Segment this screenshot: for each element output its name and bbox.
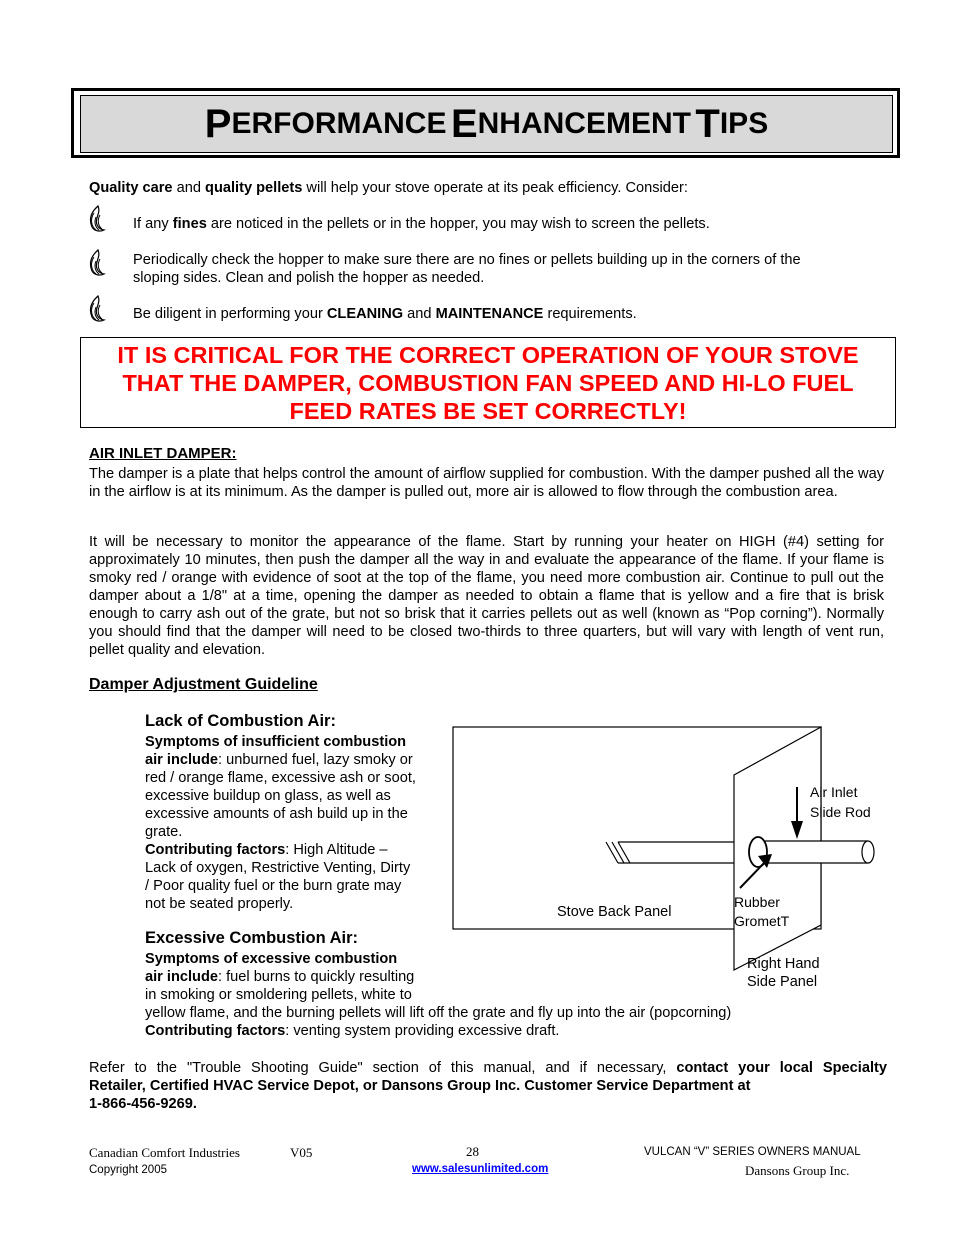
footer-website-link[interactable]: www.salesunlimited.com bbox=[412, 1163, 549, 1175]
air-inlet-heading: AIR INLET DAMPER: bbox=[89, 445, 237, 462]
label-air-inlet: Air Inlet bbox=[810, 784, 858, 800]
intro-text: Quality care and quality pellets will help your stove operate at its peak efficiency. Consider: bbox=[89, 180, 688, 196]
damper-diagram bbox=[440, 715, 890, 1000]
air-inlet-para2: It will be necessary to monitor the appearance of the flame. Start by running your heater on HIGH (#4) setting for approximately 10 minutes, then push the damper all the way in and evaluate the appearance of the flame. If your flame is smoky red / orange with evidence of soot at the top of the flame, you need more combustion air. Continue to pull out the damper about a 1/8" at a time, opening the damper as needed to obtain a flame that is yellow and a fire that is brisk enough to carry ash out of the grate, but not so brisk that it carries pellets out as well (known as “Pop corning”). Normally you should find that the damper will need to be closed two-thirds to three quarters, but will vary with length of vent run, pellet quality and elevation. bbox=[89, 534, 884, 658]
footer-company: Canadian Comfort Industries bbox=[89, 1145, 240, 1160]
air-inlet-para1: The damper is a plate that helps control the amount of airflow supplied for combustion. With the damper pushed all the way in the airflow is at its minimum. As the damper is pulled out, more air is allowed to flow through the combustion area. bbox=[89, 466, 884, 500]
label-side-panel: Side Panel bbox=[747, 974, 818, 990]
bullet-hopper: Periodically check the hopper to make sure there are no fines or pellets building up in the corners of the sloping sides. Clean and polish the hopper as needed. bbox=[133, 252, 801, 286]
refer-paragraph: Refer to the "Trouble Shooting Guide" section of this manual, and if necessary, contact your local Specialty Retailer, Certified HVAC Service Depot, or Dansons Group Inc. Customer Service Department at 1-866-456-9269. bbox=[89, 1060, 887, 1112]
bullet-cleaning: Be diligent in performing your CLEANING and MAINTENANCE requirements. bbox=[133, 306, 637, 322]
flame-bullet-icon bbox=[86, 205, 106, 233]
excess-air-title: Excessive Combustion Air: bbox=[145, 929, 359, 947]
damper-guideline-heading: Damper Adjustment Guideline bbox=[89, 676, 318, 693]
label-slide-rod: Slide Rod bbox=[810, 804, 871, 820]
slide-rod-end bbox=[862, 841, 874, 863]
critical-warning-box: IT IS CRITICAL FOR THE CORRECT OPERATION OF YOUR STOVE THAT THE DAMPER, COMBUSTION FAN SPEED AND HI-LO FUEL FEED RATES BE SET CORRECTLY! bbox=[80, 337, 896, 428]
excess-air-text: Symptoms of excessive combustion air include: fuel burns to quickly resulting in smoking or smoldering pellets, white to yellow flame, and the burning pellets will lift off the grate and fly up into the air (popcorning) Contributing factors: venting system providing excessive draft. bbox=[145, 951, 732, 1039]
flame-bullet-icon bbox=[86, 249, 106, 277]
footer-copyright: Copyright 2005 bbox=[89, 1164, 167, 1176]
page-title: P ERFORMANCE E NHANCEMENT T IPS bbox=[80, 95, 893, 153]
bullet-fines: If any fines are noticed in the pellets or in the hopper, you may wish to screen the pellets. bbox=[133, 216, 710, 232]
lack-air-title: Lack of Combustion Air: bbox=[145, 712, 336, 730]
lack-air-text: Symptoms of insufficient combustion air include: unburned fuel, lazy smoky or red / orange flame, excessive ash or soot, excessive buildup on glass, as well as excessive amounts of ash build up in the grate. Contributing factors: High Altitude – Lack of oxygen, Restrictive Venting, Dirty / Poor quality fuel or the burn grate may not be seated properly. bbox=[145, 734, 416, 912]
footer-version: V05 bbox=[290, 1145, 313, 1160]
flame-bullet-icon bbox=[86, 295, 106, 323]
label-stove-back-panel: Stove Back Panel bbox=[557, 904, 672, 920]
label-right-hand: Right Hand bbox=[747, 956, 820, 972]
label-rubber: Rubber bbox=[734, 894, 780, 910]
label-grommet: GrometT bbox=[734, 913, 790, 929]
footer-page-number: 28 bbox=[466, 1144, 479, 1159]
footer-group: Dansons Group Inc. bbox=[745, 1163, 850, 1178]
footer-manual-title: VULCAN “V” SERIES OWNERS MANUAL bbox=[644, 1146, 861, 1158]
